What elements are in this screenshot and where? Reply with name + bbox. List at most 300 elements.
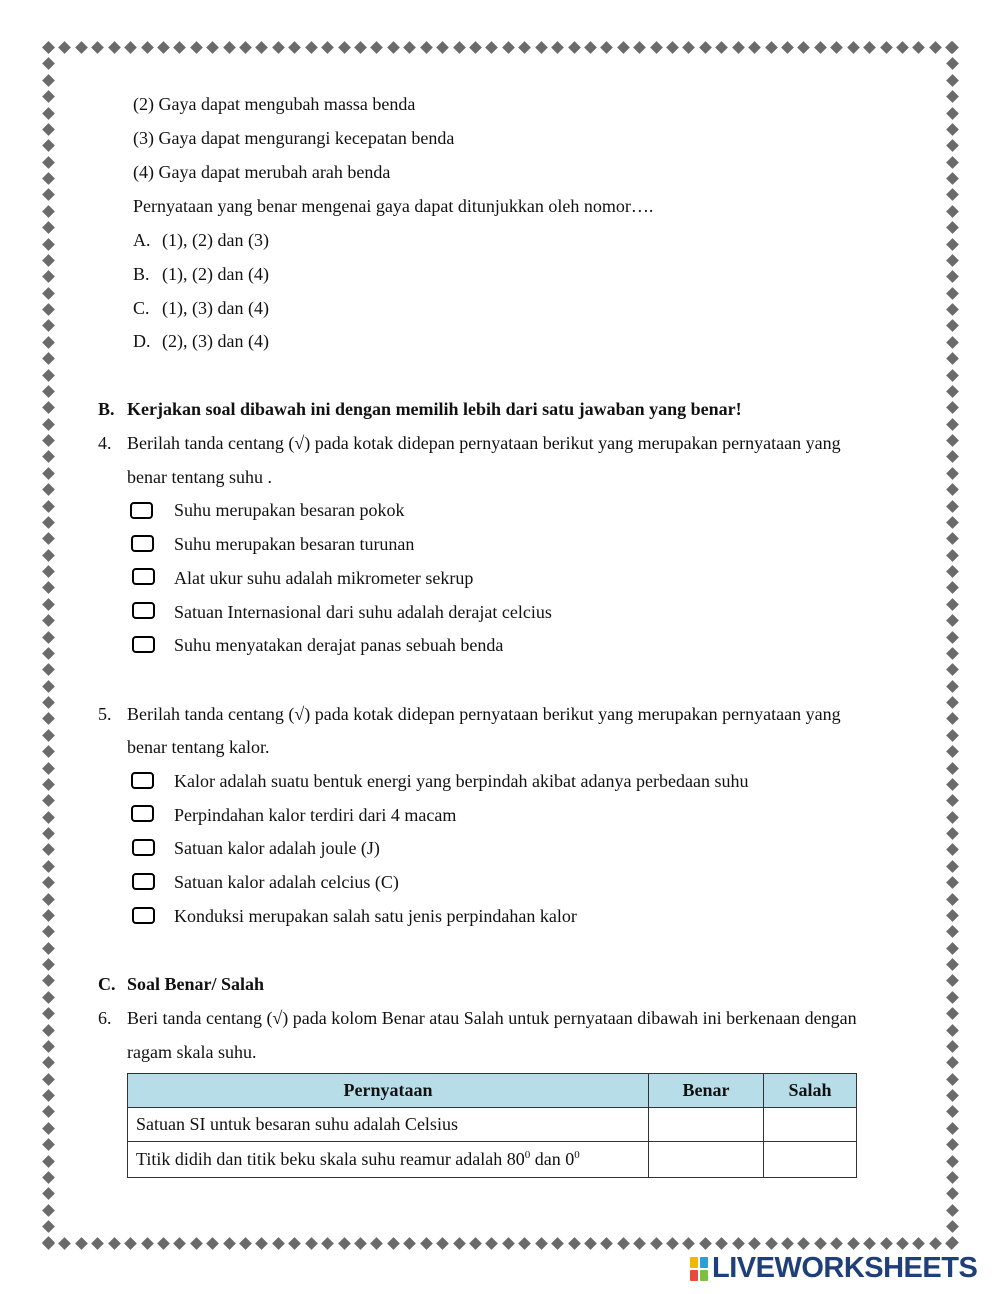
q4-checkbox-5[interactable] <box>132 636 155 653</box>
border-diamond <box>946 1024 959 1037</box>
border-diamond <box>157 41 170 54</box>
border-diamond <box>42 500 55 513</box>
question-5-line2: benar tentang kalor. <box>127 737 270 757</box>
border-diamond <box>42 794 55 807</box>
border-diamond <box>929 1237 942 1250</box>
border-diamond <box>946 41 959 54</box>
border-diamond <box>469 41 482 54</box>
border-diamond <box>338 41 351 54</box>
border-diamond <box>814 41 827 54</box>
option-d[interactable]: D. (2), (3) dan (4) <box>133 331 269 351</box>
border-diamond <box>633 1237 646 1250</box>
border-diamond <box>75 1237 88 1250</box>
border-diamond <box>42 254 55 267</box>
border-diamond <box>748 1237 761 1250</box>
border-diamond <box>42 565 55 578</box>
border-diamond <box>699 41 712 54</box>
q4-choice-1: Suhu merupakan besaran pokok <box>174 500 405 520</box>
border-diamond <box>946 123 959 136</box>
border-diamond <box>42 876 55 889</box>
border-diamond <box>42 156 55 169</box>
border-diamond <box>42 614 55 627</box>
border-diamond <box>518 1237 531 1250</box>
border-diamond <box>42 1024 55 1037</box>
border-diamond <box>683 1237 696 1250</box>
border-diamond <box>124 41 137 54</box>
statement-cell: Satuan SI untuk besaran suhu adalah Celsius <box>128 1108 649 1142</box>
border-diamond <box>551 1237 564 1250</box>
question-6-line1: Beri tanda centang (√) pada kolom Benar atau Salah untuk pernyataan dibawah ini berkenaan dengan <box>127 1008 857 1028</box>
border-diamond <box>174 41 187 54</box>
q5-checkbox-3[interactable] <box>132 839 155 856</box>
border-diamond <box>42 1089 55 1102</box>
border-diamond <box>42 1155 55 1168</box>
border-diamond <box>420 41 433 54</box>
border-diamond <box>256 1237 269 1250</box>
logo-text: LIVEWORKSHEETS <box>712 1252 978 1284</box>
border-diamond <box>59 41 72 54</box>
border-diamond <box>42 139 55 152</box>
table-header-row <box>128 1074 857 1108</box>
border-diamond <box>42 418 55 431</box>
border-top <box>44 43 957 52</box>
border-diamond <box>42 909 55 922</box>
border-diamond <box>863 1237 876 1250</box>
border-diamond <box>387 1237 400 1250</box>
q4-checkbox-2[interactable] <box>131 535 154 552</box>
option-c[interactable]: C. (1), (3) dan (4) <box>133 298 269 318</box>
border-diamond <box>42 1122 55 1135</box>
border-diamond <box>946 139 959 152</box>
border-diamond <box>42 696 55 709</box>
border-diamond <box>371 1237 384 1250</box>
border-diamond <box>946 893 959 906</box>
border-diamond <box>42 1171 55 1184</box>
border-diamond <box>42 1073 55 1086</box>
border-diamond <box>946 942 959 955</box>
border-diamond <box>42 58 55 71</box>
border-diamond <box>880 41 893 54</box>
border-diamond <box>288 41 301 54</box>
border-diamond <box>535 1237 548 1250</box>
border-diamond <box>946 1089 959 1102</box>
q5-checkbox-4[interactable] <box>132 873 155 890</box>
q5-choice-4: Satuan kalor adalah celcius (C) <box>174 872 399 892</box>
border-diamond <box>42 401 55 414</box>
border-diamond <box>42 90 55 103</box>
logo-mark-icon <box>690 1257 708 1281</box>
liveworksheets-logo <box>690 1252 977 1285</box>
border-diamond <box>946 500 959 513</box>
border-diamond <box>141 1237 154 1250</box>
border-diamond <box>42 1007 55 1020</box>
border-diamond <box>946 1073 959 1086</box>
border-diamond <box>42 467 55 480</box>
border-diamond <box>42 598 55 611</box>
border-diamond <box>206 41 219 54</box>
border-diamond <box>42 385 55 398</box>
border-diamond <box>946 860 959 873</box>
border-diamond <box>946 778 959 791</box>
border-diamond <box>666 41 679 54</box>
border-diamond <box>42 369 55 382</box>
border-diamond <box>946 74 959 87</box>
border-diamond <box>650 41 663 54</box>
border-diamond <box>946 1220 959 1233</box>
border-diamond <box>715 41 728 54</box>
border-diamond <box>946 549 959 562</box>
border-diamond <box>946 336 959 349</box>
border-diamond <box>946 1204 959 1217</box>
border-diamond <box>42 860 55 873</box>
border-diamond <box>157 1237 170 1250</box>
border-diamond <box>42 1204 55 1217</box>
border-diamond <box>42 942 55 955</box>
header-salah: Salah <box>764 1074 857 1108</box>
border-diamond <box>42 532 55 545</box>
border-diamond <box>387 41 400 54</box>
border-diamond <box>946 1106 959 1119</box>
border-diamond <box>288 1237 301 1250</box>
border-diamond <box>946 1007 959 1020</box>
border-diamond <box>272 1237 285 1250</box>
border-diamond <box>42 729 55 742</box>
salah-cell[interactable] <box>764 1142 857 1178</box>
border-diamond <box>896 41 909 54</box>
q4-choice-5: Suhu menyatakan derajat panas sebuah benda <box>174 635 504 655</box>
border-diamond <box>946 287 959 300</box>
border-diamond <box>42 958 55 971</box>
statement-4: (4) Gaya dapat merubah arah benda <box>133 162 391 182</box>
border-diamond <box>584 41 597 54</box>
q5-checkbox-1[interactable] <box>131 772 154 789</box>
border-diamond <box>42 991 55 1004</box>
border-diamond <box>42 549 55 562</box>
table-row <box>128 1108 857 1142</box>
border-diamond <box>798 41 811 54</box>
border-diamond <box>946 975 959 988</box>
border-diamond <box>830 1237 843 1250</box>
border-diamond <box>748 41 761 54</box>
header-pernyataan: Pernyataan <box>128 1074 649 1108</box>
border-diamond <box>502 41 515 54</box>
border-diamond <box>765 1237 778 1250</box>
border-diamond <box>551 41 564 54</box>
border-diamond <box>42 827 55 840</box>
border-diamond <box>42 1237 55 1250</box>
border-diamond <box>765 41 778 54</box>
border-diamond <box>946 156 959 169</box>
border-diamond <box>305 41 318 54</box>
q5-choice-3: Satuan kalor adalah joule (J) <box>174 838 380 858</box>
border-diamond <box>59 1237 72 1250</box>
q5-checkbox-5[interactable] <box>132 907 155 924</box>
border-diamond <box>371 41 384 54</box>
border-diamond <box>42 172 55 185</box>
statement-2: (2) Gaya dapat mengubah massa benda <box>133 94 416 114</box>
border-diamond <box>42 352 55 365</box>
border-diamond <box>42 189 55 202</box>
border-diamond <box>321 1237 334 1250</box>
border-diamond <box>42 1106 55 1119</box>
border-diamond <box>946 745 959 758</box>
border-diamond <box>946 221 959 234</box>
border-diamond <box>946 811 959 824</box>
border-diamond <box>42 205 55 218</box>
table-row <box>128 1142 857 1178</box>
section-c-heading: C. Soal Benar/ Salah <box>98 974 265 994</box>
border-diamond <box>174 1237 187 1250</box>
border-diamond <box>42 434 55 447</box>
border-diamond <box>946 90 959 103</box>
border-diamond <box>141 41 154 54</box>
border-diamond <box>42 893 55 906</box>
border-diamond <box>223 41 236 54</box>
border-diamond <box>321 41 334 54</box>
border-diamond <box>486 1237 499 1250</box>
border-diamond <box>896 1237 909 1250</box>
border-diamond <box>732 41 745 54</box>
border-diamond <box>108 1237 121 1250</box>
border-diamond <box>42 582 55 595</box>
border-diamond <box>453 41 466 54</box>
q4-checkbox-4[interactable] <box>132 602 155 619</box>
border-left <box>44 43 53 1248</box>
statement-3: (3) Gaya dapat mengurangi kecepatan benda <box>133 128 455 148</box>
border-diamond <box>420 1237 433 1250</box>
border-diamond <box>91 1237 104 1250</box>
border-diamond <box>239 1237 252 1250</box>
border-diamond <box>42 123 55 136</box>
border-diamond <box>946 647 959 660</box>
border-diamond <box>42 451 55 464</box>
border-diamond <box>42 270 55 283</box>
q5-choice-5: Konduksi merupakan salah satu jenis perpindahan kalor <box>174 906 577 926</box>
border-diamond <box>946 172 959 185</box>
border-diamond <box>91 41 104 54</box>
border-diamond <box>946 483 959 496</box>
border-diamond <box>518 41 531 54</box>
border-diamond <box>42 1056 55 1069</box>
border-diamond <box>946 598 959 611</box>
border-diamond <box>880 1237 893 1250</box>
border-diamond <box>946 58 959 71</box>
border-diamond <box>946 713 959 726</box>
border-diamond <box>617 1237 630 1250</box>
border-diamond <box>699 1237 712 1250</box>
border-diamond <box>223 1237 236 1250</box>
question-5-number: 5. <box>98 704 112 724</box>
border-diamond <box>403 41 416 54</box>
border-diamond <box>946 1171 959 1184</box>
border-diamond <box>42 975 55 988</box>
q5-choice-2: Perpindahan kalor terdiri dari 4 macam <box>174 805 457 825</box>
border-diamond <box>946 1187 959 1200</box>
border-diamond <box>42 516 55 529</box>
border-diamond <box>912 1237 925 1250</box>
border-diamond <box>256 41 269 54</box>
border-diamond <box>715 1237 728 1250</box>
border-diamond <box>568 41 581 54</box>
border-diamond <box>946 614 959 627</box>
border-diamond <box>42 647 55 660</box>
border-diamond <box>272 41 285 54</box>
border-diamond <box>42 320 55 333</box>
border-diamond <box>946 991 959 1004</box>
border-diamond <box>946 844 959 857</box>
border-diamond <box>354 1237 367 1250</box>
border-diamond <box>436 41 449 54</box>
true-false-table <box>127 1073 857 1178</box>
option-a[interactable]: A. (1), (2) dan (3) <box>133 230 269 250</box>
benar-cell[interactable] <box>649 1142 764 1178</box>
border-diamond <box>847 41 860 54</box>
border-diamond <box>124 1237 137 1250</box>
border-diamond <box>650 1237 663 1250</box>
border-diamond <box>946 1138 959 1151</box>
border-diamond <box>946 680 959 693</box>
border-diamond <box>600 1237 613 1250</box>
border-diamond <box>946 729 959 742</box>
q4-checkbox-1[interactable] <box>130 502 153 519</box>
border-diamond <box>453 1237 466 1250</box>
border-diamond <box>486 41 499 54</box>
border-diamond <box>568 1237 581 1250</box>
border-diamond <box>946 827 959 840</box>
border-diamond <box>42 631 55 644</box>
statement-cell: Titik didih dan titik beku skala suhu reamur adalah $80^0$ dan $0^0$ <box>128 1142 649 1178</box>
border-diamond <box>946 631 959 644</box>
benar-cell[interactable] <box>649 1108 764 1142</box>
border-diamond <box>946 925 959 938</box>
border-diamond <box>338 1237 351 1250</box>
border-diamond <box>42 1220 55 1233</box>
border-diamond <box>42 745 55 758</box>
border-diamond <box>946 794 959 807</box>
border-diamond <box>239 41 252 54</box>
border-diamond <box>946 107 959 120</box>
border-diamond <box>42 811 55 824</box>
border-diamond <box>946 1155 959 1168</box>
border-diamond <box>814 1237 827 1250</box>
border-diamond <box>354 41 367 54</box>
border-diamond <box>683 41 696 54</box>
border-diamond <box>42 1040 55 1053</box>
q5-checkbox-2[interactable] <box>131 805 154 822</box>
border-diamond <box>502 1237 515 1250</box>
border-diamond <box>946 909 959 922</box>
border-diamond <box>946 418 959 431</box>
border-diamond <box>946 663 959 676</box>
border-bottom <box>44 1239 957 1248</box>
border-diamond <box>206 1237 219 1250</box>
border-diamond <box>781 1237 794 1250</box>
border-diamond <box>946 352 959 365</box>
border-diamond <box>912 41 925 54</box>
border-diamond <box>666 1237 679 1250</box>
border-diamond <box>42 483 55 496</box>
border-diamond <box>42 778 55 791</box>
q4-choice-4: Satuan Internasional dari suhu adalah derajat celcius <box>174 602 552 622</box>
border-diamond <box>403 1237 416 1250</box>
border-diamond <box>42 1138 55 1151</box>
border-diamond <box>946 320 959 333</box>
border-diamond <box>946 1040 959 1053</box>
border-diamond <box>42 303 55 316</box>
border-diamond <box>584 1237 597 1250</box>
border-diamond <box>42 74 55 87</box>
border-diamond <box>946 369 959 382</box>
border-diamond <box>305 1237 318 1250</box>
border-diamond <box>42 762 55 775</box>
border-diamond <box>946 189 959 202</box>
salah-cell[interactable] <box>764 1108 857 1142</box>
border-diamond <box>946 205 959 218</box>
q4-choice-2: Suhu merupakan besaran turunan <box>174 534 415 554</box>
option-b[interactable]: B. (1), (2) dan (4) <box>133 264 269 284</box>
border-diamond <box>946 565 959 578</box>
border-diamond <box>600 41 613 54</box>
border-right <box>948 43 957 1248</box>
border-diamond <box>946 401 959 414</box>
question-4-line1: Berilah tanda centang (√) pada kotak didepan pernyataan berikut yang merupakan pernyataan yang <box>127 433 841 453</box>
border-diamond <box>42 680 55 693</box>
border-diamond <box>946 532 959 545</box>
border-diamond <box>42 107 55 120</box>
border-diamond <box>436 1237 449 1250</box>
border-diamond <box>946 270 959 283</box>
border-diamond <box>633 41 646 54</box>
border-diamond <box>75 41 88 54</box>
border-diamond <box>781 41 794 54</box>
border-diamond <box>190 41 203 54</box>
border-diamond <box>946 467 959 480</box>
question-3-prompt: Pernyataan yang benar mengenai gaya dapat ditunjukkan oleh nomor…. <box>133 196 654 216</box>
border-diamond <box>190 1237 203 1250</box>
border-diamond <box>847 1237 860 1250</box>
q4-choice-3: Alat ukur suhu adalah mikrometer sekrup <box>174 568 474 588</box>
question-4-line2: benar tentang suhu . <box>127 467 272 487</box>
border-diamond <box>732 1237 745 1250</box>
border-diamond <box>946 1237 959 1250</box>
border-diamond <box>42 41 55 54</box>
q5-choice-1: Kalor adalah suatu bentuk energi yang berpindah akibat adanya perbedaan suhu <box>174 771 749 791</box>
section-b-heading: B. Kerjakan soal dibawah ini dengan memilih lebih dari satu jawaban yang benar! <box>98 399 742 419</box>
border-diamond <box>946 434 959 447</box>
border-diamond <box>946 696 959 709</box>
border-diamond <box>946 1056 959 1069</box>
border-diamond <box>830 41 843 54</box>
border-diamond <box>946 385 959 398</box>
border-diamond <box>42 336 55 349</box>
border-diamond <box>946 516 959 529</box>
border-diamond <box>946 1122 959 1135</box>
question-4-number: 4. <box>98 433 112 453</box>
border-diamond <box>42 221 55 234</box>
border-diamond <box>42 925 55 938</box>
border-diamond <box>946 876 959 889</box>
question-6-number: 6. <box>98 1008 112 1028</box>
border-diamond <box>946 254 959 267</box>
border-diamond <box>42 713 55 726</box>
border-diamond <box>42 238 55 251</box>
border-diamond <box>617 41 630 54</box>
border-diamond <box>929 41 942 54</box>
border-diamond <box>946 451 959 464</box>
q4-checkbox-3[interactable] <box>132 568 155 585</box>
border-diamond <box>863 41 876 54</box>
border-diamond <box>42 1187 55 1200</box>
